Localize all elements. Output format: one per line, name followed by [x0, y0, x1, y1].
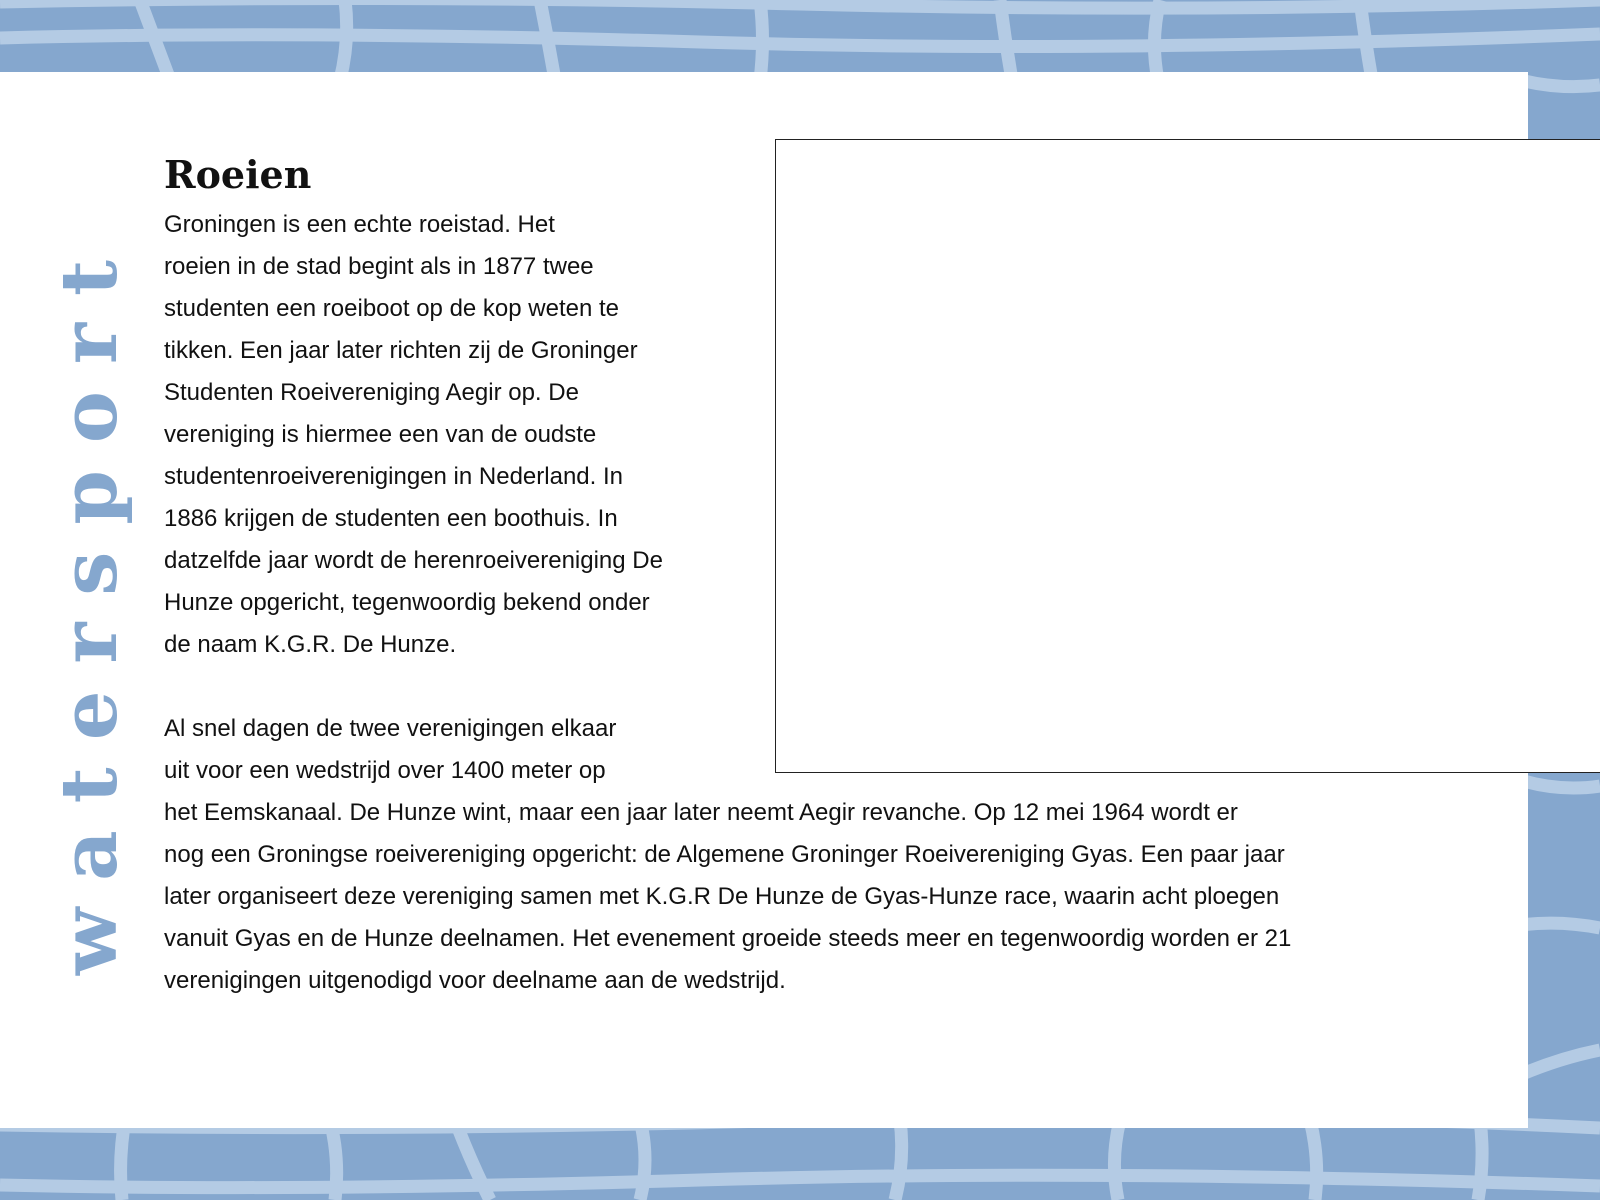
text-line: het Eemskanaal. De Hunze wint, maar een jaar later neemt Aegir revanche. Op 12 mei 1964 wordt er — [164, 799, 1238, 826]
text-line: studentenroeiverenigingen in Nederland. In — [164, 463, 623, 490]
text-line: Hunze opgericht, tegenwoordig bekend onder — [164, 589, 650, 616]
text-line: verenigingen uitgenodigd voor deelname aan de wedstrijd. — [164, 967, 786, 994]
text-line: 1886 krijgen de studenten een boothuis. In — [164, 505, 618, 532]
image-placeholder — [775, 139, 1600, 773]
text-line: uit voor een wedstrijd over 1400 meter op — [164, 757, 606, 784]
text-line: nog een Groningse roeivereniging opgericht: de Algemene Groninger Roeivereniging Gyas. Een paar jaar — [164, 841, 1285, 868]
text-line: datzelfde jaar wordt de herenroeivereniging De — [164, 547, 663, 574]
side-title: watersport — [44, 232, 135, 976]
text-line: studenten een roeiboot op de kop weten te — [164, 295, 620, 322]
text-line: later organiseert deze vereniging samen met K.G.R De Hunze de Gyas-Hunze race, waarin acht ploegen — [164, 883, 1280, 910]
text-line: Al snel dagen de twee verenigingen elkaar — [164, 715, 617, 742]
text-line: de naam K.G.R. De Hunze. — [164, 631, 457, 658]
text-line: tikken. Een jaar later richten zij de Groninger — [164, 337, 638, 364]
text-line: vereniging is hiermee een van de oudste — [164, 421, 597, 448]
text-line: Groningen is een echte roeistad. Het — [164, 211, 555, 238]
text-line: vanuit Gyas en de Hunze deelnamen. Het evenement groeide steeds meer en tegenwoordig worden er 21 — [164, 925, 1292, 952]
text-line: Studenten Roeivereniging Aegir op. De — [164, 379, 579, 406]
text-line: roeien in de stad begint als in 1877 twee — [164, 253, 594, 280]
page-heading: Roeien — [164, 152, 312, 197]
